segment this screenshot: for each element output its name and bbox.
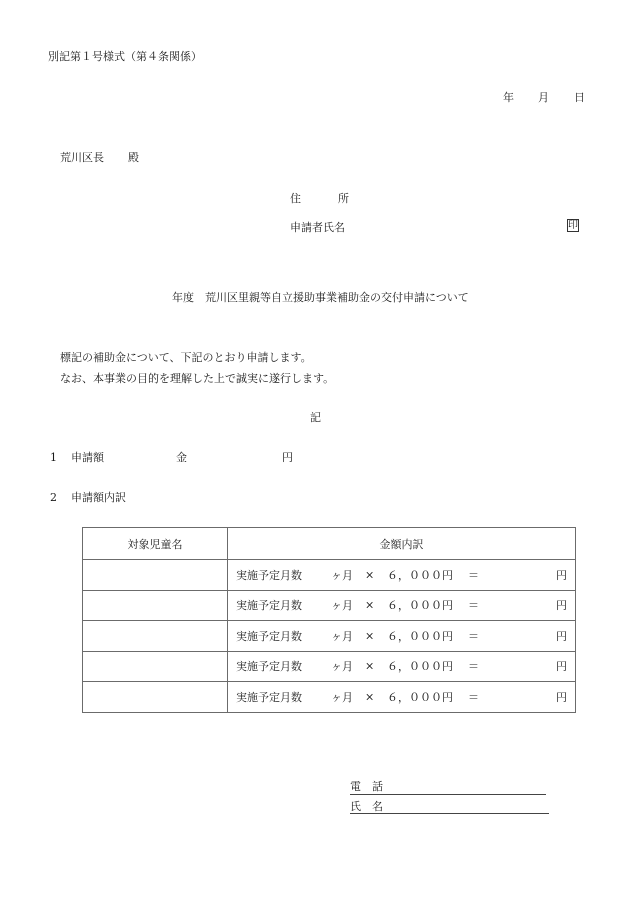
equals-sign: ＝ bbox=[468, 599, 479, 613]
months-unit: ヶ月 bbox=[331, 629, 353, 643]
header-child-name: 対象児童名 bbox=[83, 528, 228, 560]
yen-unit: 円 bbox=[556, 690, 567, 704]
item2-number: 2 bbox=[50, 491, 57, 504]
ki-heading: 記 bbox=[310, 411, 321, 424]
months-label: 実施予定月数 bbox=[236, 568, 302, 582]
rate: ６，０００円 bbox=[387, 629, 453, 643]
date-month-label: 月 bbox=[538, 91, 549, 104]
date-year-label: 年 bbox=[503, 91, 514, 104]
body-line-1: 標記の補助金について、下記のとおり申請します。 bbox=[60, 351, 312, 364]
table-header-row bbox=[83, 528, 576, 560]
child-name-cell[interactable] bbox=[83, 651, 228, 682]
table-row bbox=[83, 560, 576, 591]
yen-unit: 円 bbox=[556, 629, 567, 643]
rate: ６，０００円 bbox=[387, 690, 453, 704]
equals-sign: ＝ bbox=[468, 568, 479, 582]
applicant-name-label: 申請者氏名 bbox=[290, 221, 345, 234]
months-label: 実施予定月数 bbox=[236, 660, 302, 674]
times-sign: × bbox=[365, 659, 375, 673]
contact-name-underline[interactable] bbox=[350, 813, 549, 814]
yen-unit: 円 bbox=[556, 568, 567, 582]
times-sign: × bbox=[365, 568, 375, 582]
months-label: 実施予定月数 bbox=[236, 599, 302, 613]
seal-mark: 印 bbox=[568, 219, 578, 231]
document-title: 年度 荒川区里親等自立援助事業補助金の交付申請について bbox=[172, 291, 469, 304]
times-sign: × bbox=[365, 690, 375, 704]
amount-cell[interactable] bbox=[228, 682, 576, 713]
amount-cell[interactable] bbox=[228, 590, 576, 621]
amount-cell[interactable] bbox=[228, 621, 576, 652]
body-line-2: なお、本事業の目的を理解した上で誠実に遂行します。 bbox=[60, 372, 335, 385]
times-sign: × bbox=[365, 629, 375, 643]
phone-underline[interactable] bbox=[350, 794, 546, 795]
yen-unit: 円 bbox=[556, 660, 567, 674]
item1-kin: 金 bbox=[176, 451, 187, 464]
table-row bbox=[83, 621, 576, 652]
child-name-cell[interactable] bbox=[83, 682, 228, 713]
child-name-cell[interactable] bbox=[83, 560, 228, 591]
months-label: 実施予定月数 bbox=[236, 690, 302, 704]
equals-sign: ＝ bbox=[468, 660, 479, 674]
address-label-1: 住 bbox=[290, 192, 301, 205]
months-unit: ヶ月 bbox=[331, 599, 353, 613]
header-amount-breakdown: 金額内訳 bbox=[228, 528, 576, 560]
phone-label: 電 話 bbox=[350, 780, 383, 793]
times-sign: × bbox=[365, 598, 375, 612]
table-row bbox=[83, 682, 576, 713]
addressee: 荒川区長 bbox=[60, 151, 104, 164]
table-row bbox=[83, 651, 576, 682]
amount-cell[interactable] bbox=[228, 651, 576, 682]
rate: ６，０００円 bbox=[387, 660, 453, 674]
child-name-cell[interactable] bbox=[83, 621, 228, 652]
amount-cell[interactable] bbox=[228, 560, 576, 591]
form-number: 別記第１号様式（第４条関係） bbox=[48, 50, 202, 63]
date-day-label: 日 bbox=[574, 91, 585, 104]
yen-unit: 円 bbox=[556, 599, 567, 613]
breakdown-table bbox=[82, 527, 576, 713]
item1-label: 申請額 bbox=[71, 451, 104, 464]
item1-yen: 円 bbox=[282, 451, 293, 464]
equals-sign: ＝ bbox=[468, 629, 479, 643]
honorific: 殿 bbox=[128, 151, 139, 164]
child-name-cell[interactable] bbox=[83, 590, 228, 621]
rate: ６，０００円 bbox=[387, 568, 453, 582]
item2-label: 申請額内訳 bbox=[71, 491, 126, 504]
months-label: 実施予定月数 bbox=[236, 629, 302, 643]
months-unit: ヶ月 bbox=[331, 690, 353, 704]
months-unit: ヶ月 bbox=[331, 568, 353, 582]
table-row bbox=[83, 590, 576, 621]
months-unit: ヶ月 bbox=[331, 660, 353, 674]
contact-name-label: 氏 名 bbox=[350, 800, 383, 813]
address-label-2: 所 bbox=[338, 192, 349, 205]
item1-number: 1 bbox=[50, 451, 57, 464]
equals-sign: ＝ bbox=[468, 690, 479, 704]
rate: ６，０００円 bbox=[387, 599, 453, 613]
